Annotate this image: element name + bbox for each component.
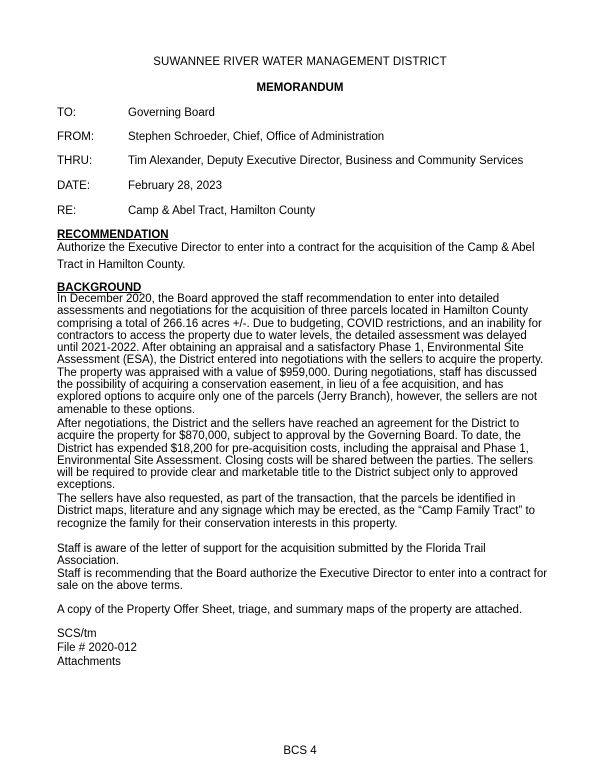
file-number: File # 2020-012 <box>57 642 137 654</box>
field-value: Camp & Abel Tract, Hamilton County <box>128 205 316 217</box>
background-paragraph: The sellers have also requested, as part of the transaction, that the parcels be identified in District maps, literature and any signage which may be erected, as the “Camp Family Tract” to recognize the family for their conservation interests in this property. <box>57 493 536 530</box>
page-number: BCS 4 <box>283 745 317 757</box>
field-value: Governing Board <box>128 107 215 119</box>
field-label: THRU: <box>57 155 93 167</box>
field-label: DATE: <box>57 180 91 192</box>
background-paragraph: Staff is recommending that the Board authorize the Executive Director to enter into a contract for sale on the above terms. <box>57 568 548 593</box>
attachments-note: Attachments <box>57 656 121 668</box>
field-value: Tim Alexander, Deputy Executive Director, Business and Community Services <box>128 155 524 167</box>
field-label: FROM: <box>57 131 95 143</box>
field-value: February 28, 2023 <box>128 180 222 192</box>
organization-name: SUWANNEE RIVER WATER MANAGEMENT DISTRICT <box>153 56 447 68</box>
background-paragraph: After negotiations, the District and the sellers have reached an agreement for the District to acquire the property for $870,000, subject to approval by the Governing Board. To date, the District has expended $18,200 for pre-acquisition costs, including the appraisal and Phase 1, Environmental Site Assessment. Closing costs will be shared between the parties. The sellers will be required to provide clear and marketable title to the District subject only to approved exceptions. <box>57 418 533 492</box>
recommendation-heading: RECOMMENDATION <box>57 229 169 241</box>
memo-footer <box>57 627 137 669</box>
document-type: MEMORANDUM <box>256 82 344 94</box>
field-value: Stephen Schroeder, Chief, Office of Administration <box>128 131 385 143</box>
background-paragraph: In December 2020, the Board approved the staff recommendation to enter into detailed assessments and negotiations for the acquisition of three parcels located in Hamilton County comprising a total of 266.16 acres +/-. Due to budgeting, COVID restrictions, and an inability for contractors to access the property due to water levels, the detailed assessment was delayed until 2021-2022. After obtaining an appraisal and a satisfactory Phase 1, Environmental Site Assessment (ESA), the District entered into negotiations with the sellers to acquire the property. The property was appraised with a value of $959,000. During negotiations, staff has discussed the possibility of acquiring a conservation easement, in lieu of a fee acquisition, and has explored options to acquire only one of the parcels (Jerry Branch), however, the sellers are not amenable to these options. <box>57 293 544 416</box>
recommendation-text: Authorize the Executive Director to enter into a contract for the acquisition of the Camp & Abel Tract in Hamilton County. <box>57 242 535 271</box>
field-label: TO: <box>57 107 76 119</box>
background-paragraph: A copy of the Property Offer Sheet, triage, and summary maps of the property are attached. <box>57 604 523 616</box>
background-paragraph: Staff is aware of the letter of support for the acquisition submitted by the Florida Trail Association. <box>57 543 486 568</box>
author-initials: SCS/tm <box>57 628 97 640</box>
background-heading: BACKGROUND <box>57 282 142 294</box>
field-label: RE: <box>57 205 77 217</box>
